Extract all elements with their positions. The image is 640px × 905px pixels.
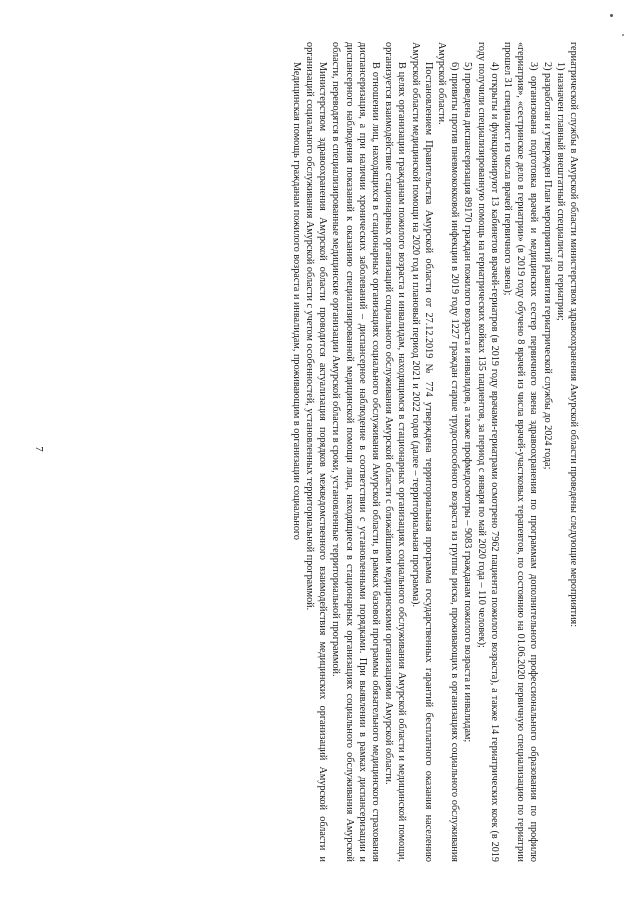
paragraph: Постановлением Правительства Амурской области от 27.12.2019 № 774 утверждена территориальная программа государственных гарантий бесплатного оказания населению Амурской области медицинской помощи на 2020 год и плановый период 2021 и 2022 годов (далее – территориальная программа). [409, 42, 434, 862]
paragraph: 5) проведена диспансеризация 89170 граждан пожилого возраста и инвалидов, а также профмедосмотры – 9083 гражданам пожилого возраста и инвалидам; [462, 62, 474, 743]
paragraph: гериатрической службы в Амурской области министерством здравоохранения Амурской области проведены следующие мероприятия: [568, 42, 579, 628]
paragraph: 4) открыты и функционируют 13 кабинетов врачей-гериатров (в 2019 году врачами-гериатрами осмотрено 7962 пациента пожилого возраста), а также 14 гериатрических коек (в 2019 году получили специализированную помощь на гериатрических койках 135 пациентов, за период с января по май 2020 года – 110 человек); [475, 42, 500, 862]
paragraph: В целях организации гражданам пожилого возраста и инвалидам, находящимся в стационарных организациях социального обслуживания Амурской области и медицинской помощи, организуется взаимодействие стационарных организаций социального обслуживания Амурской области с ближайшими медицинскими организациями Амурской области. [383, 42, 408, 862]
paragraph: 1) назначен главный внештатный специалист по гериатрии; [554, 62, 566, 321]
scan-speck [622, 34, 624, 36]
document-body [60, 42, 580, 862]
paragraph: Министерством здравоохранения Амурской области проводится актуализация порядков межведомственного взаимодействия медицинских организаций Амурской области и организаций социального обслуживания Амурской области с учетом особенностей, установленных территориальной программой. [303, 42, 329, 862]
paragraph: 6) привиты против пневмококковой инфекции в 2019 году 1227 граждан старше трудоспособного возраста из группы риска, проживающих в организациях социального обслуживания Амурской области. [435, 42, 461, 862]
paragraph: 2) разработан и утвержден План мероприятий развития гериатрической службы до 2024 года; [541, 62, 553, 470]
paragraph: В отношении лиц, находящихся в стационарных организациях социального обслуживания Амурской области, в рамках базовой программы обязательного медицинского страхования диспансеризация, а при наличии хронических заболеваний – диспансерное наблюдение в соответствии с установленными порядками. При выявлении в рамках диспансеризации и диспансерного наблюдения показаний к оказанию специализированной медицинской помощи лица, находящиеся в стационарных организациях социального обслуживания Амурской области, переводятся в специализированные медицинские организации Амурской области в сроки, установленные территориальной программой. [330, 42, 381, 862]
paragraph: 3) организована подготовка врачей и медицинских сестер первичного звена здравоохранения по программам дополнительного профессионального образования по профилю «гериатрия», «сестринское дело в гериатрии» (в 2019 году обучено 8 врачей из числа врачей-участковых терапевтов, по состоянию на 01.06.2020 первичную специализацию по гериатрии прошел 31 специалист из числа врачей первичного звена); [501, 42, 540, 862]
scan-speck [610, 14, 613, 17]
paragraph: Медицинская помощь гражданам пожилого возраста и инвалидам, проживающим в организации социального [290, 62, 302, 540]
page-number: 7 [32, 446, 45, 452]
